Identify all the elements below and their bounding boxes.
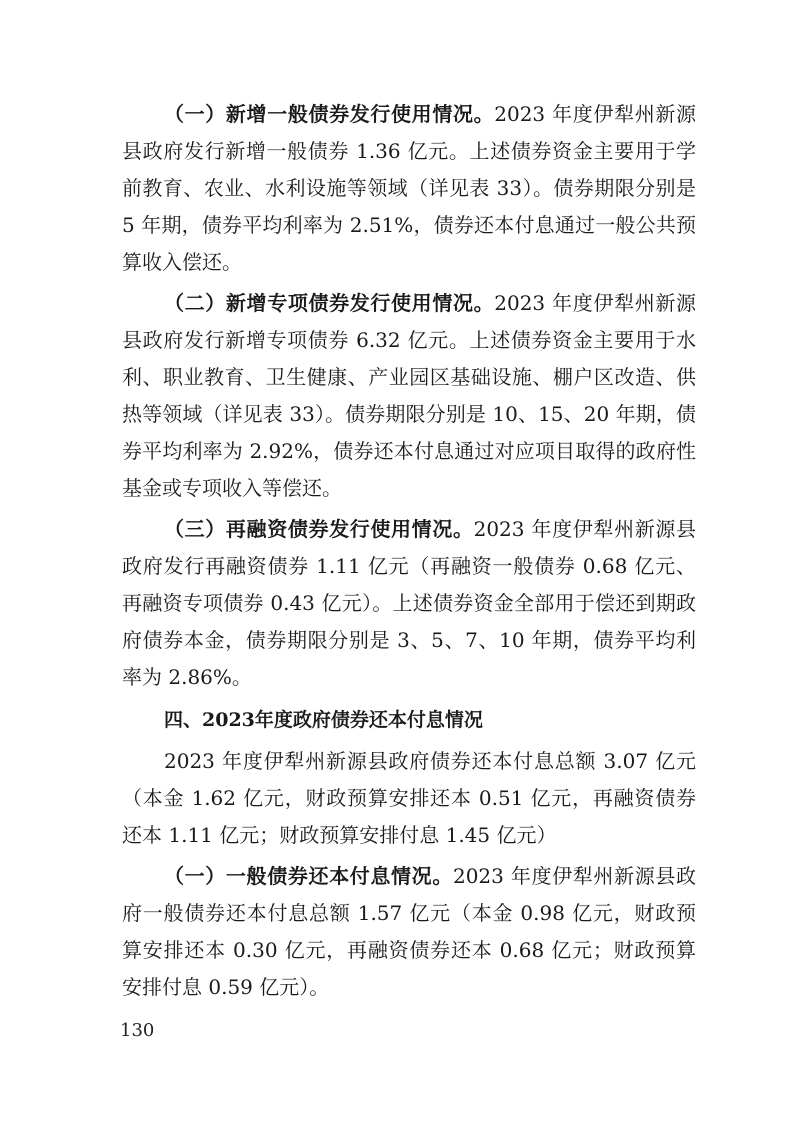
- paragraph-text: 2023 年度伊犁州新源县政府发行再融资债券 1.11 亿元（再融资一般债券 0.68 亿元、再融资专项债券 0.43 亿元）。上述债券资金全部用于偿还到期政府债券本金，债券期限分别是 3、5、7、10 年期，债券平均利率为 2.86%。: [122, 517, 696, 689]
- paragraph-lead: （一）一般债券还本付息情况。: [164, 864, 453, 888]
- page-number: 130: [120, 1020, 155, 1041]
- paragraph-new-general-bonds: [122, 96, 696, 281]
- paragraph-refinancing-bonds: [122, 511, 696, 696]
- paragraph-lead: （一）新增一般债券发行使用情况。: [164, 102, 495, 126]
- section-heading: 四、2023年度政府债券还本付息情况: [164, 709, 483, 731]
- paragraph-text: 2023 年度伊犁州新源县政府一般债券还本付息总额 1.57 亿元（本金 0.98 亿元，财政预算安排还本 0.30 亿元，再融资债券还本 0.68 亿元；财政预算安排付息 0.59 亿元）。: [122, 864, 696, 999]
- paragraph-repayment-summary: 2023 年度伊犁州新源县政府债券还本付息总额 3.07 亿元（本金 1.62 亿元，财政预算安排还本 0.51 亿元，再融资债券还本 1.11 亿元；财政预算安排付息 1.45 亿元）: [122, 749, 696, 847]
- paragraph-general-bond-repayment: [122, 858, 696, 1006]
- paragraph-lead: （二）新增专项债券发行使用情况。: [164, 291, 495, 315]
- paragraph-text: 2023 年度伊犁州新源县政府发行新增一般债券 1.36 亿元。上述债券资金主要用于学前教育、农业、水利设施等领域（详见表 33）。债券期限分别是 5 年期，债券平均利率为 2.51%，债券还本付息通过一般公共预算收入偿还。: [122, 102, 696, 274]
- document-body: [122, 96, 696, 1006]
- paragraph-new-special-bonds: [122, 285, 696, 507]
- paragraph-text: 2023 年度伊犁州新源县政府发行新增专项债券 6.32 亿元。上述债券资金主要用于水利、职业教育、卫生健康、产业园区基础设施、棚户区改造、供热等领域（详见表 33）。债券期限分别是 10、15、20 年期，债券平均利率为 2.92%，债券还本付息通过对应项目取得的政府性基金或专项收入等偿还。: [122, 291, 696, 500]
- paragraph-lead: （三）再融资债券发行使用情况。: [164, 517, 474, 541]
